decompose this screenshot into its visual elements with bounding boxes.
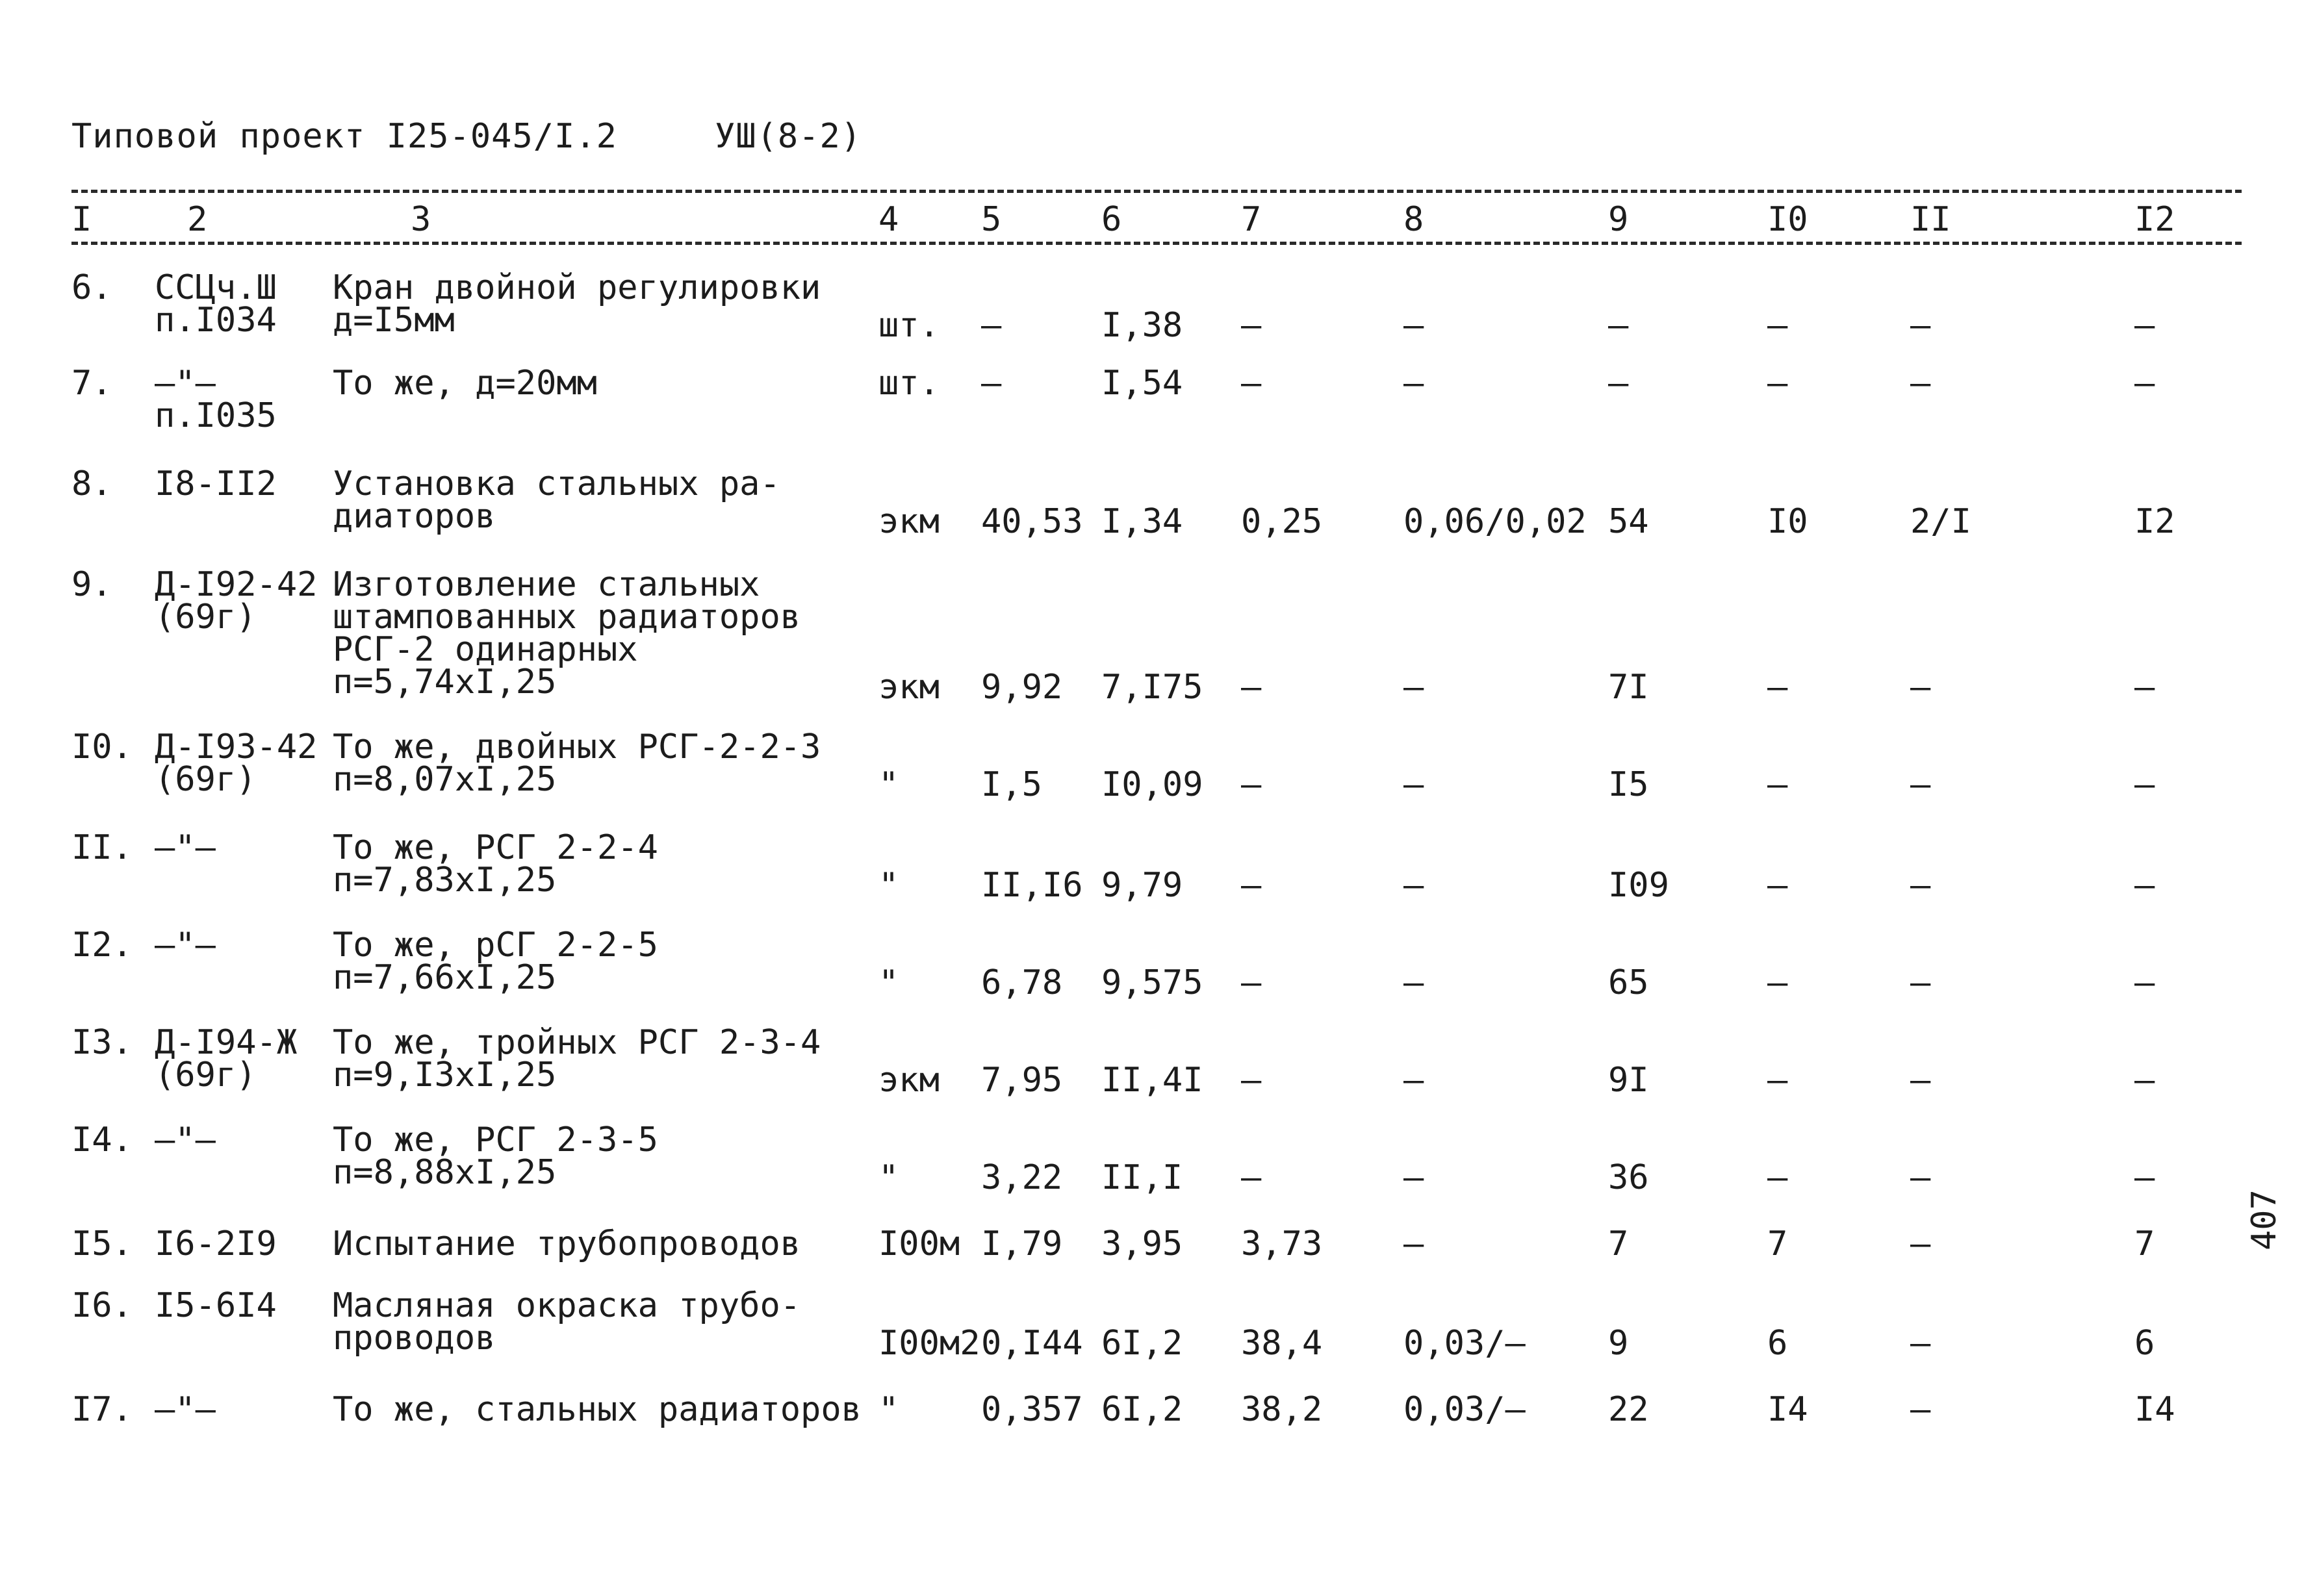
unit-of-measure: I00м xyxy=(878,1224,960,1263)
row-number: I3. xyxy=(71,1023,133,1062)
column-header-4: 4 xyxy=(878,200,899,239)
col-6-value: II,4I xyxy=(1101,1061,1203,1100)
row-number: I4. xyxy=(71,1121,133,1159)
col-12-value: 7 xyxy=(2134,1224,2155,1263)
norm-code: –"– xyxy=(155,828,216,867)
work-description: штампованных радиаторов xyxy=(333,598,801,637)
col-12-value: – xyxy=(2134,668,2155,707)
column-header-7: 7 xyxy=(1241,200,1262,239)
col-12-value: – xyxy=(2134,1061,2155,1100)
col-10-value: – xyxy=(1767,306,1788,345)
unit-of-measure: шт. xyxy=(878,306,940,345)
col-12-value: – xyxy=(2134,364,2155,403)
column-header-8: 8 xyxy=(1403,200,1424,239)
column-header-9: 9 xyxy=(1608,200,1629,239)
row-number: I7. xyxy=(71,1390,133,1429)
norm-code: I8-II2 xyxy=(155,464,277,503)
work-description: п=5,74хI,25 xyxy=(333,663,557,702)
norm-code: –"– xyxy=(155,1390,216,1429)
sheet-code: УШ(8-2) xyxy=(714,117,862,156)
col-8-value: – xyxy=(1403,364,1424,403)
norm-code: –"– xyxy=(155,1121,216,1159)
table-header-rule xyxy=(71,242,2242,245)
col-10-value: – xyxy=(1767,765,1788,804)
col-10-value: I4 xyxy=(1767,1390,1808,1429)
col-9-value: 54 xyxy=(1608,502,1649,541)
col-6-value: 3,95 xyxy=(1101,1224,1183,1263)
work-description: Испытание трубопроводов xyxy=(333,1224,801,1263)
column-header-1: I xyxy=(71,200,92,239)
col-5-value: 0,I44 xyxy=(981,1324,1083,1363)
work-description: Изготовление стальных xyxy=(333,565,760,604)
col-9-value: 9I xyxy=(1608,1061,1649,1100)
col-8-value: – xyxy=(1403,1158,1424,1197)
work-description: То же, стальных радиаторов xyxy=(333,1390,862,1429)
col-5-value: II,I6 xyxy=(981,866,1083,905)
col-9-value: 65 xyxy=(1608,963,1649,1002)
col-10-value: – xyxy=(1767,364,1788,403)
col-5-value: – xyxy=(981,364,1002,403)
col-5-value: I,5 xyxy=(981,765,1042,804)
col-7-value: 38,4 xyxy=(1241,1324,1323,1363)
norm-code: ССЦч.Ш xyxy=(155,268,277,307)
unit-of-measure: " xyxy=(878,963,899,1002)
col-6-value: 7,I75 xyxy=(1101,668,1203,707)
col-6-value: I,34 xyxy=(1101,502,1183,541)
work-description: Масляная окраска трубо- xyxy=(333,1286,801,1325)
col-8-value: – xyxy=(1403,866,1424,905)
norm-code: (69г) xyxy=(155,598,257,637)
row-number: II. xyxy=(71,828,133,867)
col-6-value: 9,575 xyxy=(1101,963,1203,1002)
col-7-value: 0,25 xyxy=(1241,502,1323,541)
col-7-value: – xyxy=(1241,765,1262,804)
col-11-value: – xyxy=(1910,1061,1931,1100)
work-description: п=7,66хI,25 xyxy=(333,958,557,997)
col-12-value: I4 xyxy=(2134,1390,2175,1429)
col-8-value: – xyxy=(1403,306,1424,345)
col-7-value: 38,2 xyxy=(1241,1390,1323,1429)
unit-of-measure: шт. xyxy=(878,364,940,403)
column-header-6: 6 xyxy=(1101,200,1122,239)
col-5-value: 7,95 xyxy=(981,1061,1063,1100)
col-8-value: – xyxy=(1403,1224,1424,1263)
col-7-value: – xyxy=(1241,364,1262,403)
norm-code: –"– xyxy=(155,364,216,403)
work-description: То же, двойных РСГ-2-2-3 xyxy=(333,728,821,766)
unit-of-measure: экм xyxy=(878,502,940,541)
col-5-value: 40,53 xyxy=(981,502,1083,541)
col-10-value: – xyxy=(1767,1158,1788,1197)
unit-of-measure: " xyxy=(878,765,899,804)
norm-code: I6-2I9 xyxy=(155,1224,277,1263)
column-header-10: I0 xyxy=(1767,200,1808,239)
col-10-value: – xyxy=(1767,866,1788,905)
work-description: п=8,88хI,25 xyxy=(333,1153,557,1192)
unit-of-measure: " xyxy=(878,866,899,905)
col-12-value: – xyxy=(2134,963,2155,1002)
col-7-value: – xyxy=(1241,1061,1262,1100)
col-8-value: – xyxy=(1403,668,1424,707)
col-10-value: I0 xyxy=(1767,502,1808,541)
col-11-value: 2/I xyxy=(1910,502,1971,541)
unit-of-measure: I00м2 xyxy=(878,1324,980,1363)
work-description: п=8,07хI,25 xyxy=(333,760,557,799)
col-12-value: 6 xyxy=(2134,1324,2155,1363)
column-header-2: 2 xyxy=(187,200,208,239)
col-11-value: – xyxy=(1910,963,1931,1002)
col-9-value: 36 xyxy=(1608,1158,1649,1197)
col-8-value: – xyxy=(1403,963,1424,1002)
work-description: То же, тройных РСГ 2-3-4 xyxy=(333,1023,821,1062)
col-11-value: – xyxy=(1910,866,1931,905)
col-9-value: – xyxy=(1608,364,1629,403)
col-9-value: 22 xyxy=(1608,1390,1649,1429)
col-10-value: – xyxy=(1767,668,1788,707)
work-description: То же, РСГ 2-3-5 xyxy=(333,1121,658,1159)
row-number: I2. xyxy=(71,926,133,965)
norm-code: Д-I93-42 xyxy=(155,728,318,766)
col-11-value: – xyxy=(1910,306,1931,345)
col-6-value: 6I,2 xyxy=(1101,1390,1183,1429)
col-11-value: – xyxy=(1910,1390,1931,1429)
work-description: Кран двойной регулировки xyxy=(333,268,821,307)
col-12-value: – xyxy=(2134,765,2155,804)
row-number: I5. xyxy=(71,1224,133,1263)
col-10-value: 7 xyxy=(1767,1224,1788,1263)
col-9-value: 7I xyxy=(1608,668,1649,707)
col-10-value: 6 xyxy=(1767,1324,1788,1363)
col-8-value: – xyxy=(1403,1061,1424,1100)
row-number: I0. xyxy=(71,728,133,766)
col-12-value: – xyxy=(2134,1158,2155,1197)
work-description: То же, д=20мм xyxy=(333,364,597,403)
col-11-value: – xyxy=(1910,765,1931,804)
col-11-value: – xyxy=(1910,364,1931,403)
col-7-value: – xyxy=(1241,963,1262,1002)
unit-of-measure: экм xyxy=(878,668,940,707)
work-description: Установка стальных ра- xyxy=(333,464,780,503)
col-12-value: I2 xyxy=(2134,502,2175,541)
col-9-value: 9 xyxy=(1608,1324,1629,1363)
col-6-value: I,54 xyxy=(1101,364,1183,403)
work-description: То же, РСГ 2-2-4 xyxy=(333,828,658,867)
col-6-value: I,38 xyxy=(1101,306,1183,345)
column-header-5: 5 xyxy=(981,200,1002,239)
page-number: 407 xyxy=(2245,1189,2284,1250)
norm-code: Д-I92-42 xyxy=(155,565,318,604)
column-header-11: II xyxy=(1910,200,1951,239)
col-10-value: – xyxy=(1767,1061,1788,1100)
col-7-value: – xyxy=(1241,306,1262,345)
col-6-value: 9,79 xyxy=(1101,866,1183,905)
col-8-value: 0,03/– xyxy=(1403,1324,1526,1363)
work-description: д=I5мм xyxy=(333,301,455,340)
norm-code: (69г) xyxy=(155,1056,257,1095)
col-8-value: 0,06/0,02 xyxy=(1403,502,1587,541)
col-11-value: – xyxy=(1910,668,1931,707)
work-description: п=7,83хI,25 xyxy=(333,861,557,900)
col-11-value: – xyxy=(1910,1158,1931,1197)
unit-of-measure: экм xyxy=(878,1061,940,1100)
norm-code: –"– xyxy=(155,926,216,965)
work-description: То же, рСГ 2-2-5 xyxy=(333,926,658,965)
row-number: I6. xyxy=(71,1286,133,1325)
col-11-value: – xyxy=(1910,1224,1931,1263)
project-title: Типовой проект I25-045/I.2 xyxy=(71,117,617,156)
col-9-value: I5 xyxy=(1608,765,1649,804)
col-12-value: – xyxy=(2134,866,2155,905)
row-number: 7. xyxy=(71,364,112,403)
col-9-value: 7 xyxy=(1608,1224,1629,1263)
col-5-value: 3,22 xyxy=(981,1158,1063,1197)
norm-code: (69г) xyxy=(155,760,257,799)
unit-of-measure: " xyxy=(878,1158,899,1197)
norm-code: I5-6I4 xyxy=(155,1286,277,1325)
col-7-value: – xyxy=(1241,1158,1262,1197)
col-12-value: – xyxy=(2134,306,2155,345)
norm-code: п.I035 xyxy=(155,396,277,435)
col-9-value: I09 xyxy=(1608,866,1669,905)
unit-of-measure: " xyxy=(878,1390,899,1429)
norm-code: Д-I94-Ж xyxy=(155,1023,298,1062)
column-header-12: I2 xyxy=(2134,200,2175,239)
col-5-value: 6,78 xyxy=(981,963,1063,1002)
col-6-value: 6I,2 xyxy=(1101,1324,1183,1363)
work-description: проводов xyxy=(333,1319,496,1358)
norm-code: п.I034 xyxy=(155,301,277,340)
document-header xyxy=(71,117,862,156)
col-5-value: 9,92 xyxy=(981,668,1063,707)
column-header-3: 3 xyxy=(411,200,431,239)
table-top-rule xyxy=(71,190,2242,193)
col-8-value: 0,03/– xyxy=(1403,1390,1526,1429)
col-10-value: – xyxy=(1767,963,1788,1002)
col-7-value: – xyxy=(1241,668,1262,707)
row-number: 9. xyxy=(71,565,112,604)
col-5-value: – xyxy=(981,306,1002,345)
work-description: РСГ-2 одинарных xyxy=(333,630,638,669)
col-7-value: 3,73 xyxy=(1241,1224,1323,1263)
col-11-value: – xyxy=(1910,1324,1931,1363)
work-description: диаторов xyxy=(333,497,496,536)
col-8-value: – xyxy=(1403,765,1424,804)
col-7-value: – xyxy=(1241,866,1262,905)
col-6-value: I0,09 xyxy=(1101,765,1203,804)
col-6-value: II,I xyxy=(1101,1158,1183,1197)
row-number: 6. xyxy=(71,268,112,307)
col-5-value: 0,357 xyxy=(981,1390,1083,1429)
col-5-value: I,79 xyxy=(981,1224,1063,1263)
work-description: п=9,I3хI,25 xyxy=(333,1056,557,1095)
col-9-value: – xyxy=(1608,306,1629,345)
row-number: 8. xyxy=(71,464,112,503)
